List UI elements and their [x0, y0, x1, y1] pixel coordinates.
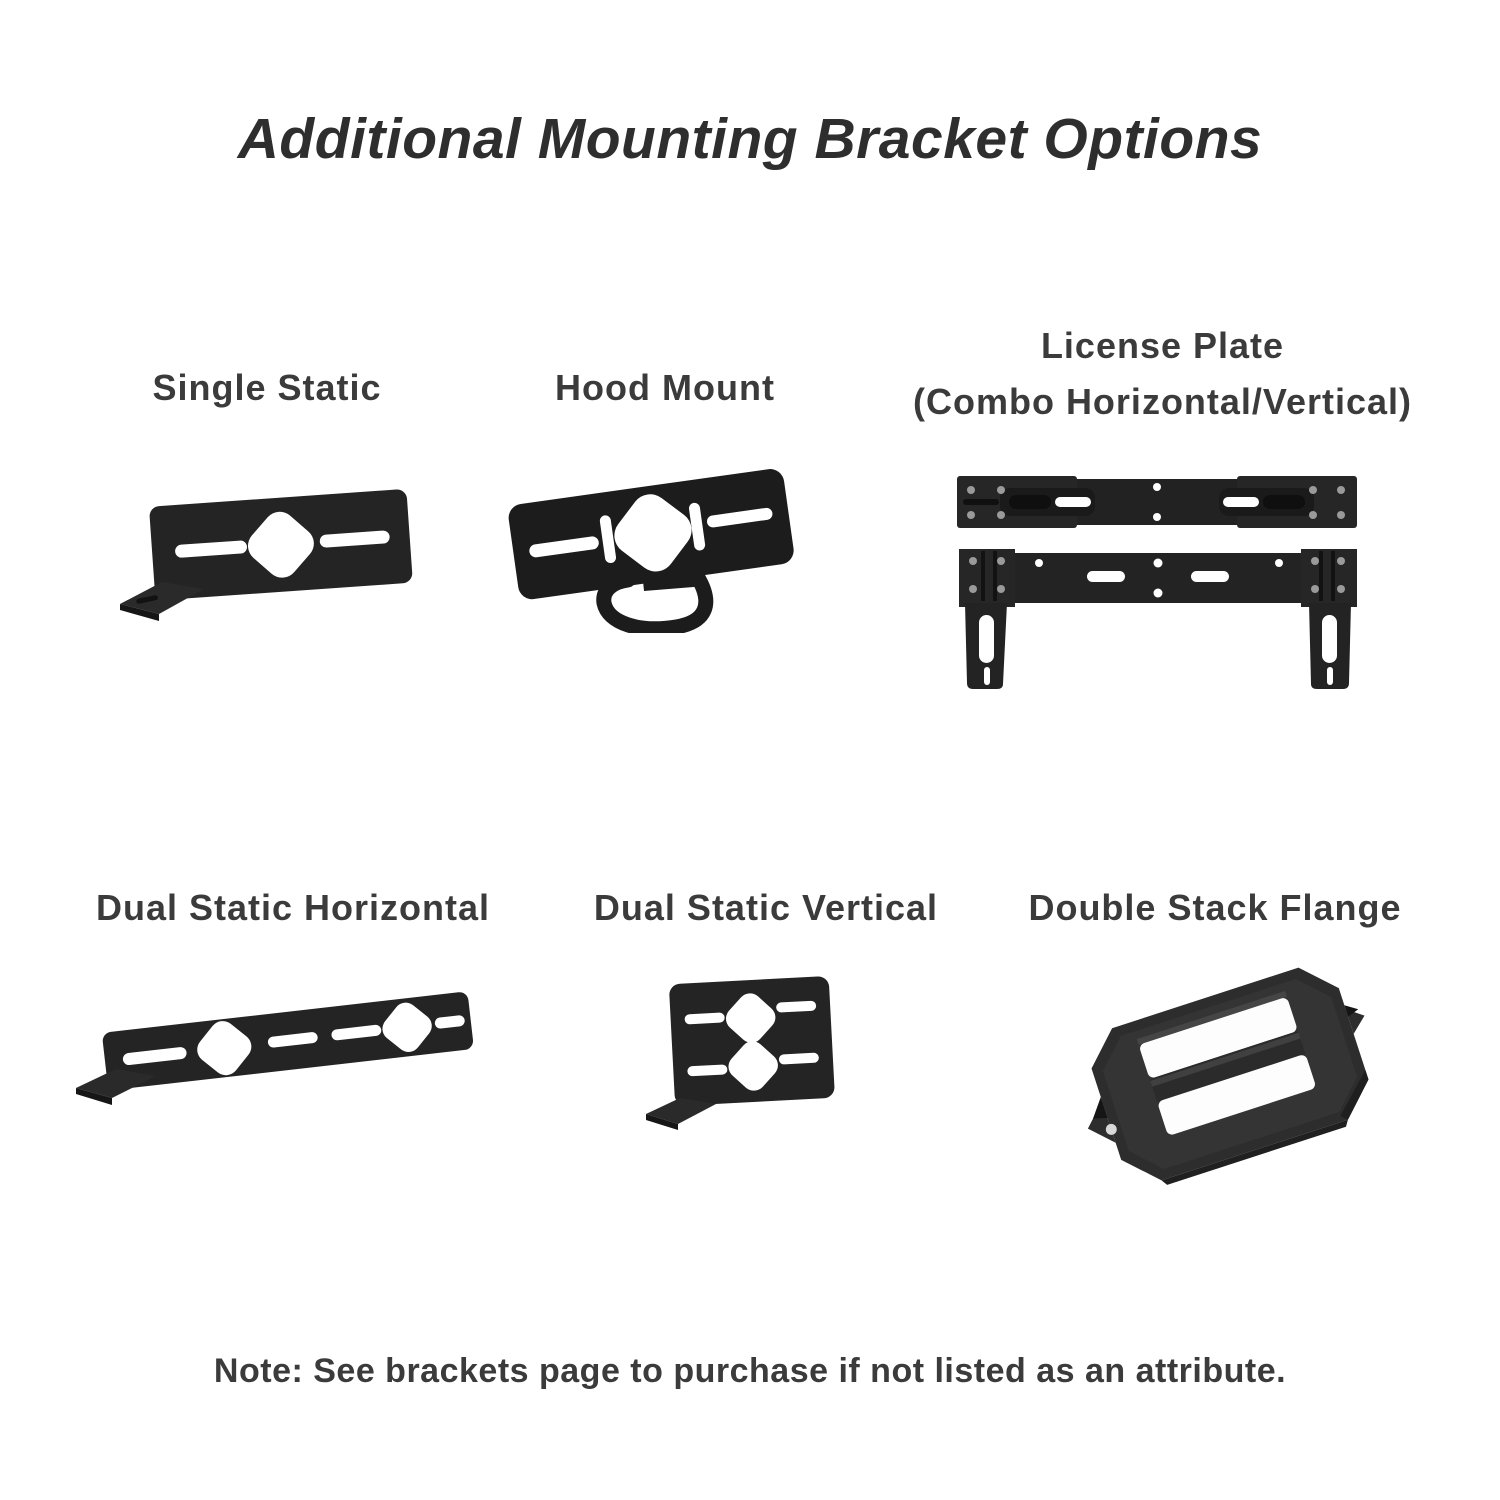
bracket-label-license-plate [880, 318, 1445, 430]
footer-note: Note: See brackets page to purchase if not listed as an attribute. [213, 1352, 1287, 1390]
double-stack-flange-bracket-icon [1058, 952, 1403, 1197]
dual-static-vertical-bracket-icon [632, 958, 872, 1138]
hood-mount-bracket-icon [492, 438, 812, 633]
single-static-bracket-icon [112, 468, 442, 628]
dual-static-horizontal-bracket-icon [72, 972, 502, 1112]
bracket-label-dual-static-horizontal: Dual Static Horizontal [95, 887, 491, 928]
bracket-label-single-static: Single Static [152, 367, 382, 408]
page-title: Additional Mounting Bracket Options [237, 107, 1263, 171]
license-plate-bracket-icon [943, 465, 1373, 700]
bracket-label-hood-mount: Hood Mount [555, 367, 775, 408]
bracket-label-license-plate-line1: License Plate [1040, 325, 1285, 366]
bracket-label-double-stack-flange: Double Stack Flange [1028, 887, 1402, 928]
bracket-label-dual-static-vertical: Dual Static Vertical [593, 887, 939, 928]
bracket-label-license-plate-line2: (Combo Horizontal/Vertical) [912, 381, 1413, 422]
